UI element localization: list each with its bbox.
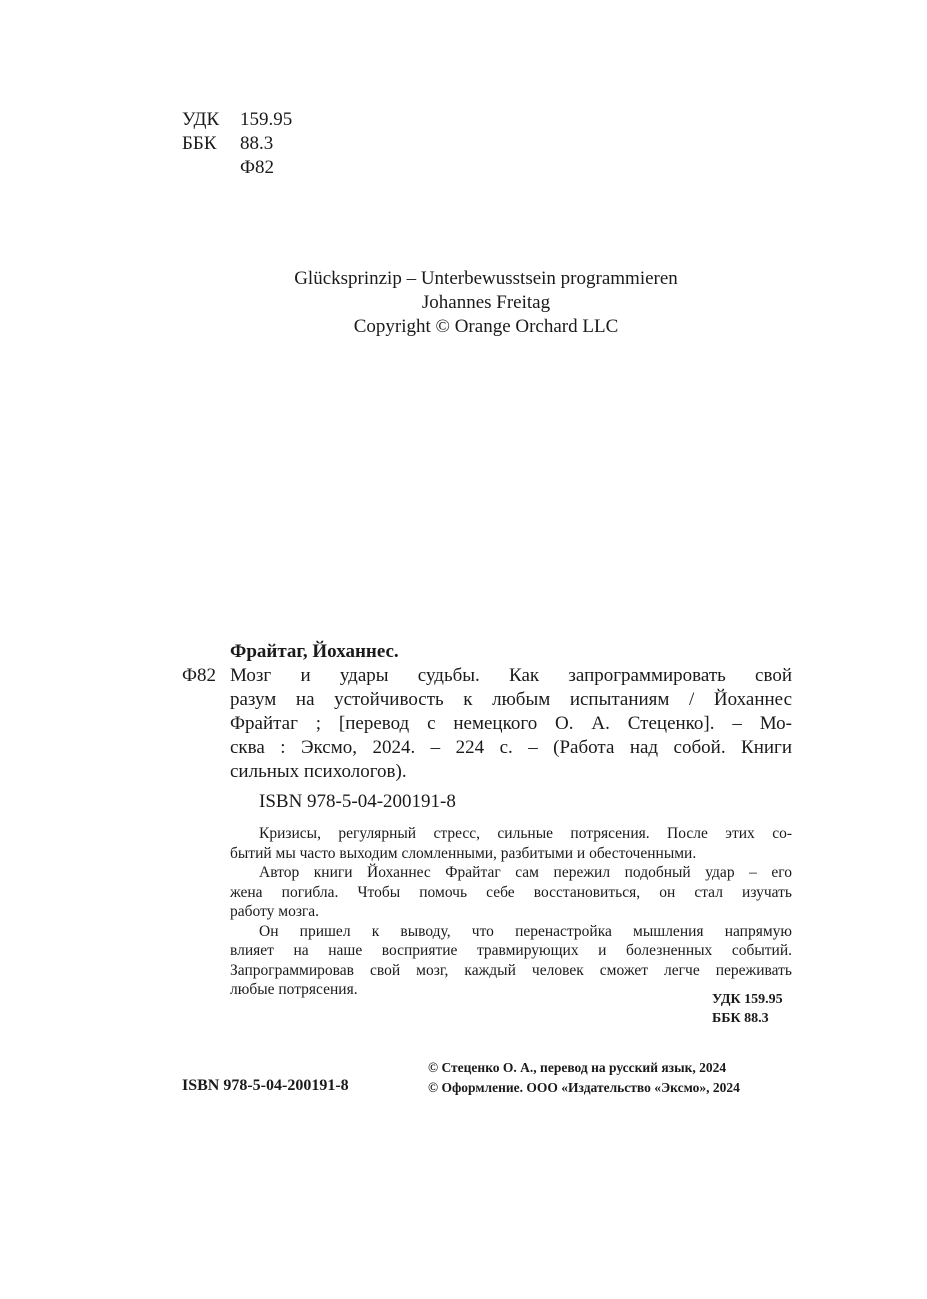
annotation: [230, 824, 792, 1000]
entry-isbn: ISBN 978-5-04-200191-8: [259, 791, 456, 812]
bbk-value: 88.3: [240, 133, 274, 154]
classification-block: [182, 108, 292, 180]
entry-author-code: Ф82: [182, 665, 217, 686]
udk-row: [182, 108, 292, 132]
annotation-paragraph: [230, 922, 792, 1000]
annotation-line: влияет на наше восприятие травмирующих и болезненных событий.: [230, 942, 792, 959]
annotation-codes: [712, 990, 783, 1028]
annotation-line: Он пришел к выводу, что перенастройка мышления напрямую: [259, 922, 792, 940]
annotation-bbk: ББК 88.3: [712, 1011, 769, 1026]
annotation-line: жена погибла. Чтобы помочь себе восстановиться, он стал изучать: [230, 883, 792, 901]
description-line: Мозг и удары судьбы. Как запрограммировать свой: [230, 665, 792, 686]
author-heading: Фрайтаг, Йоханнес.: [230, 641, 399, 662]
udk-label: УДК: [182, 109, 220, 130]
annotation-line: любые потрясения.: [230, 981, 358, 998]
original-author: Johannes Freitag: [421, 292, 551, 313]
annotation-line: Запрограммировав свой мозг, каждый человек сможет легче переживать: [230, 961, 792, 979]
bbk-label: ББК: [182, 133, 217, 154]
description-line: Фрайтаг ; [перевод с немецкого О. А. Стеценко]. – Мо-: [230, 713, 792, 734]
annotation-line: Кризисы, регулярный стресс, сильные потрясения. После этих со-: [259, 825, 792, 842]
bibliographic-description: [230, 664, 792, 784]
original-title: Glücksprinzip – Unterbewusstsein programmieren: [294, 268, 678, 289]
footer-isbn: ISBN 978-5-04-200191-8: [182, 1077, 349, 1094]
udk-value: 159.95: [240, 109, 293, 130]
annotation-udk: УДК 159.95: [712, 992, 783, 1007]
annotation-line: бытий мы часто выходим сломленными, разбитыми и обесточенными.: [230, 844, 697, 862]
annotation-line: Автор книги Йоханнес Фрайтаг сам пережил подобный удар – его: [259, 864, 792, 881]
original-copyright: Copyright © Orange Orchard LLC: [353, 316, 619, 337]
bbk-row: [182, 132, 292, 156]
annotation-paragraph: [230, 824, 792, 863]
description-line: сква : Эксмо, 2024. – 224 с. – (Работа над собой. Книги: [230, 737, 792, 758]
description-line: сильных психологов).: [230, 761, 407, 782]
copyright-translation: © Стеценко О. А., перевод на русский язык, 2024: [428, 1060, 727, 1075]
footer-copyrights: [428, 1058, 740, 1098]
original-edition-block: [0, 267, 927, 339]
author-code: Ф82: [240, 157, 275, 178]
annotation-line: работу мозга.: [230, 903, 320, 920]
author-code-row: [182, 156, 292, 180]
description-line: разум на устойчивость к любым испытаниям / Йоханнес: [230, 689, 792, 710]
annotation-paragraph: [230, 863, 792, 922]
copyright-design: © Оформление. ООО «Издательство «Эксмо», 2024: [428, 1080, 740, 1095]
